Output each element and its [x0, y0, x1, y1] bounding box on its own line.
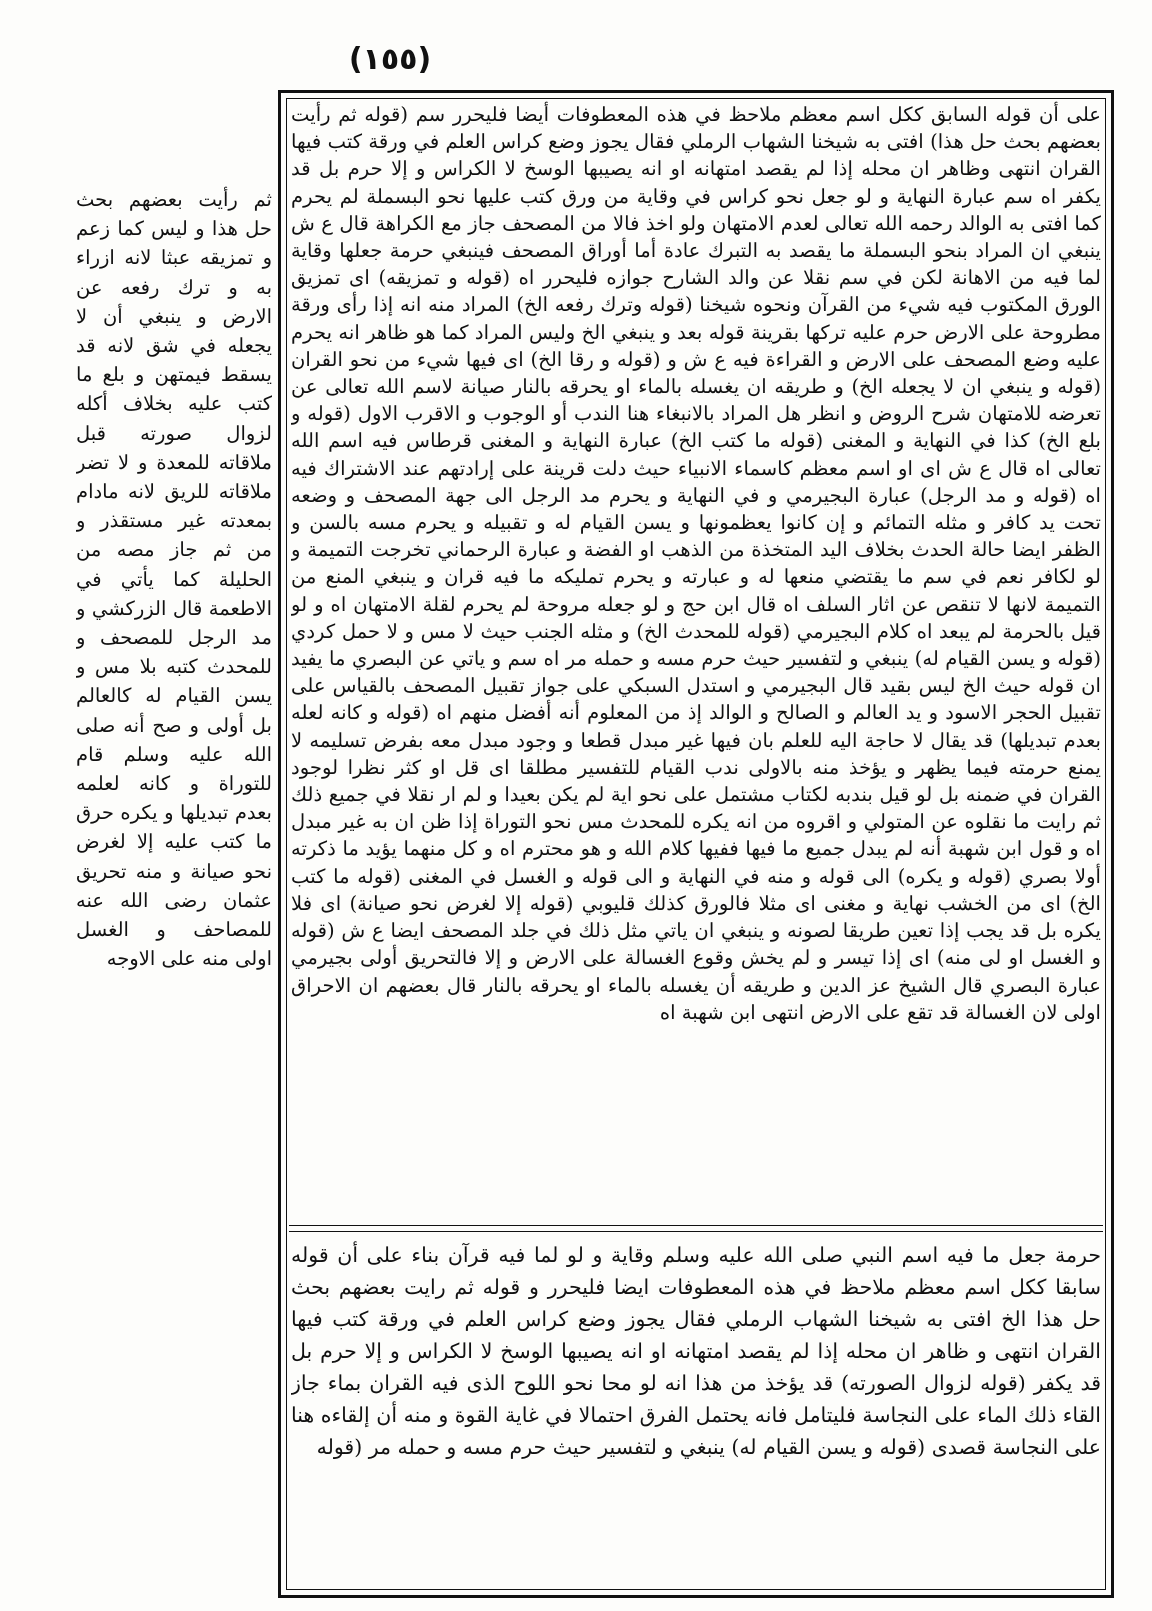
margin-text: ثم رأيت بعضهم بحث حل هذا و ليس كما زعم و تمزيقه عبثا لانه ازراء به و ترك رفعه عن الارض و ينبغي أن لا يجعله في شق لانه قد يسقط فيمتهن و بلع ما كتب عليه بخلاف أكله لزوال صورته قبل ملاقاته للمعدة و لا تضر ملاقاته للريق لانه مادام بمعدته غير مستقذر و من ثم جاز مصه من الحليلة كما يأتي في الاطعمة قال الزركشي و مد الرجل للمصحف و للمحدث كتبه بلا مس و يسن القيام له كالعالم بل أولى و صح أنه صلى الله عليه وسلم قام للتوراة و كانه لعلمه بعدم تبديلها و يكره حرق ما كتب عليه إلا لغرض نحو صيانة و منه تحريق عثمان رضى الله عنه للمصاحف و الغسل اولى منه على الاوجه	[76, 188, 272, 971]
page-frame	[278, 90, 1114, 1598]
footnote-section	[291, 1239, 1101, 1579]
main-commentary-text: على أن قوله السابق ككل اسم معظم ملاحظ في هذه المعطوفات أيضا فليحرر سم (قوله ثم رأيت بعضهم بحث حل هذا) افتى به شيخنا الشهاب الرملي فقال يجوز وضع كراس العلم في ورقة كتب فيها القران انتهى وظاهر ان محله إذا لم يقصد امتهانه او انه يصيبها الوسخ لا الكراس و إلا حرم بل قد يكفر اه سم عبارة النهاية و لو جعل نحو كراس في وقاية من ورق كتب عليها نحو البسملة لم يحرم كما افتى به الوالد رحمه الله تعالى لعدم الامتهان ولو اخذ فالا من المصحف جاز مع الكراهة قال ع ش ينبغي ان المراد بنحو البسملة ما يقصد به التبرك عادة أما أوراق المصحف فينبغي حرمة جعلها وقاية لما فيه من الاهانة لكن في سم نقلا عن والد الشارح جوازه فليحرر اه (قوله و تمزيقه) اى تمزيق الورق المكتوب فيه شيء من القرآن ونحوه شيخنا (قوله وترك رفعه الخ) المراد منه انه إذا رأى ورقة مطروحة على الارض حرم عليه تركها بقرينة قوله بعد و ينبغي الخ وليس المراد كما هو ظاهر انه يحرم عليه وضع المصحف على الارض و القراءة فيه ع ش و (قوله و رقا الخ) اى فيها شيء من نحو القران (قوله و ينبغي ان لا يجعله الخ) و طريقه ان يغسله بالماء او يحرقه بالنار صيانة لاسم الله تعالى عن تعرضه للامتهان شرح الروض و انظر هل المراد بالانبغاء هنا الندب أو الوجوب و الاقرب الاول (قوله و بلع الخ) كذا في النهاية و المغنى (قوله ما كتب الخ) عبارة النهاية و المغنى قرطاس فيه اسم الله تعالى اه قال ع ش اى او اسم معظم كاسماء الانبياء حيث دلت قرينة على إرادتهم عند الاشتراك فيه اه (قوله و مد الرجل) عبارة البجيرمي و في النهاية و يحرم مد الرجل الى جهة المصحف و وضعه تحت يد كافر و مثله التمائم و إن كانوا يعظمونها و يسن القيام له و تقبيله و يحرم مسه بالسن و الظفر ايضا حالة الحدث بخلاف اليد المتخذة من الذهب او الفضة و عبارة الرحماني تخرجت التميمة و لو لكافر نعم في سم ما يقتضي منعها له و عبارته و يحرم تمليكه ما فيه قران و ينبغي المنع من التميمة لانها لا تنقص عن اثار السلف اه قال ابن حج و لو جعله مروحة لم يحرم لقلة الامتهان اه و لو قيل بالحرمة لم يبعد اه كلام البجيرمي (قوله للمحدث الخ) و مثله الجنب حيث لا مس و لا حمل كردي (قوله و يسن القيام له) ينبغي و لتفسير حيث حرم مسه و حمله مر اه سم و ياتي عن البصري ما يفيد ان قوله حيث الخ ليس بقيد قال البجيرمي و استدل السبكي على جواز تقبيل المصحف بالقياس على تقبيل الحجر الاسود و يد العالم و الصالح و الوالد إذ من المعلوم أنه أفضل منهم اه (قوله و كانه لعله بعدم تبديلها) قد يقال لا حاجة اليه للعلم بان فيها غير مبدل قطعا و وجود مبدل معه بفرض تسليمه لا يمنع حرمته فيما يظهر و يؤخذ منه بالاولى ندب القيام للتفسير مطلقا اى قل او كثر نظرا لوجود القران في ضمنه بل لو قيل بندبه لكتاب مشتمل على نحو اية لم يكن بعيدا و لم ار نقلا في جميع ذلك ثم رايت ما نقلوه عن المتولي و اقروه من انه يكره للمحدث مس نحو التوراة إذا ظن ان به غير مبدل اه و قول ابن شهبة أنه لم يبدل جميع ما فيها ففيها كلام الله و هو محترم اه و كل منهما يؤيد ما ذكرته أولا بصري (قوله و يكره) الى قوله و منه في النهاية و الى قوله و الغسل في المغنى (قوله ما كتب الخ) اى من الخشب نهاية و مغنى اى مثلا فالورق كذلك قليوبي (قوله إلا لغرض نحو صيانة) اى فلا يكره بل قد يجب إذا تعين طريقا لصونه و ينبغي ان ياتي مثل ذلك في جلد المصحف ايضا ع ش (قوله و الغسل او لى منه) اى إذا تيسر و لم يخش وقوع الغسالة على الارض و إلا فالتحريق أولى بجيرمي عبارة البصري قال الشيخ عز الدين و طريقه أن يغسله بالماء او يحرقه بالنار قال بعضهم ان الاحراق اولى لان الغسالة قد تقع على الارض انتهى ابن شهبة اه	[291, 103, 1101, 1024]
main-commentary	[291, 101, 1101, 1219]
footnote-text: حرمة جعل ما فيه اسم النبي صلى الله عليه وسلم وقاية و لو لما فيه قرآن بناء على أن قوله سابقا ككل اسم معظم ملاحظ في هذه المعطوفات ايضا فليحرر و قوله ثم رايت بعضهم بحث حل هذا الخ افتى به شيخنا الشهاب الرملي فقال يجوز وضع كراس العلم في ورقة كتب فيها القران انتهى و ظاهر ان محله إذا لم يقصد امتهانه او انه يصيبها الوسخ لا الكراس و إلا حرم بل قد يكفر (قوله لزوال الصورته) قد يؤخذ من هذا انه لو محا نحو اللوح الذى فيه القران بماء جاز القاء ذلك الماء على النجاسة فليتامل فانه يحتمل الفرق احتمالا في غاية القوة و منه أن إلقاءه هنا على النجاسة قصدى (قوله و يسن القيام له) ينبغي و لتفسير حيث حرم مسه و حمله مر (قوله	[291, 1243, 1101, 1459]
page-number: (١٥٥)	[348, 42, 432, 77]
margin-column	[76, 185, 272, 1385]
footnote-divider	[289, 1225, 1103, 1232]
